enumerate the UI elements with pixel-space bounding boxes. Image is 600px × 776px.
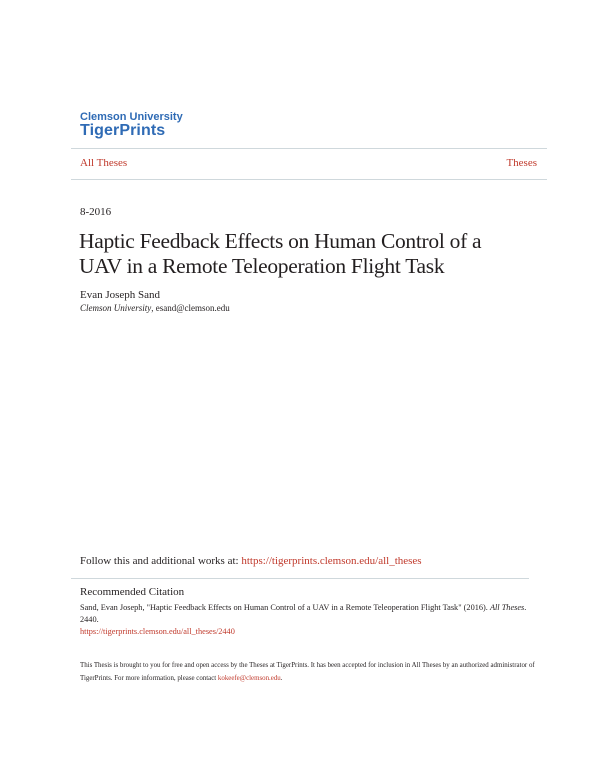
- theses-link[interactable]: Theses: [506, 157, 537, 169]
- header-divider-top: [71, 148, 547, 149]
- citation-divider: [71, 578, 529, 579]
- author-name: Evan Joseph Sand: [80, 289, 161, 301]
- footer-notice: [80, 659, 535, 685]
- all-theses-link[interactable]: All Theses: [80, 157, 128, 169]
- all-theses-url-link[interactable]: https://tigerprints.clemson.edu/all_theses: [241, 555, 422, 567]
- affiliation-name: Clemson University: [80, 303, 152, 313]
- university-name: Clemson University: [80, 111, 183, 123]
- follow-text: Follow this and additional works at:: [80, 555, 242, 567]
- header-divider-bottom: [71, 179, 547, 180]
- citation-url-link[interactable]: https://tigerprints.clemson.edu/all_theses/2440: [80, 627, 235, 636]
- citation-journal: All Theses: [489, 603, 525, 612]
- follow-line: [80, 555, 422, 567]
- repository-name[interactable]: TigerPrints: [80, 122, 166, 139]
- author-affiliation: [80, 303, 230, 313]
- publication-date: 8-2016: [80, 206, 112, 218]
- citation-body: [80, 602, 540, 638]
- document-title: Haptic Feedback Effects on Human Control of a UAV in a Remote Teleoperation Flight Task: [79, 229, 482, 278]
- author-email: esand@clemson.edu: [155, 303, 230, 313]
- citation-heading: Recommended Citation: [80, 586, 185, 598]
- citation-number: . 2440.: [80, 603, 527, 624]
- affiliation-separator: ,: [151, 303, 156, 313]
- footer-end: .: [280, 675, 283, 682]
- citation-text: Sand, Evan Joseph, "Haptic Feedback Effects on Human Control of a UAV in a Remote Teleoperation Flight Task" (2016).: [80, 603, 490, 612]
- contact-email-link[interactable]: kokeefe@clemson.edu: [217, 675, 281, 682]
- footer-text: This Thesis is brought to you for free and open access by the Theses at TigerPrints. It has been accepted for inclusion in All Theses by an authorized administrator of TigerPrints. For more information, please contact: [80, 662, 535, 682]
